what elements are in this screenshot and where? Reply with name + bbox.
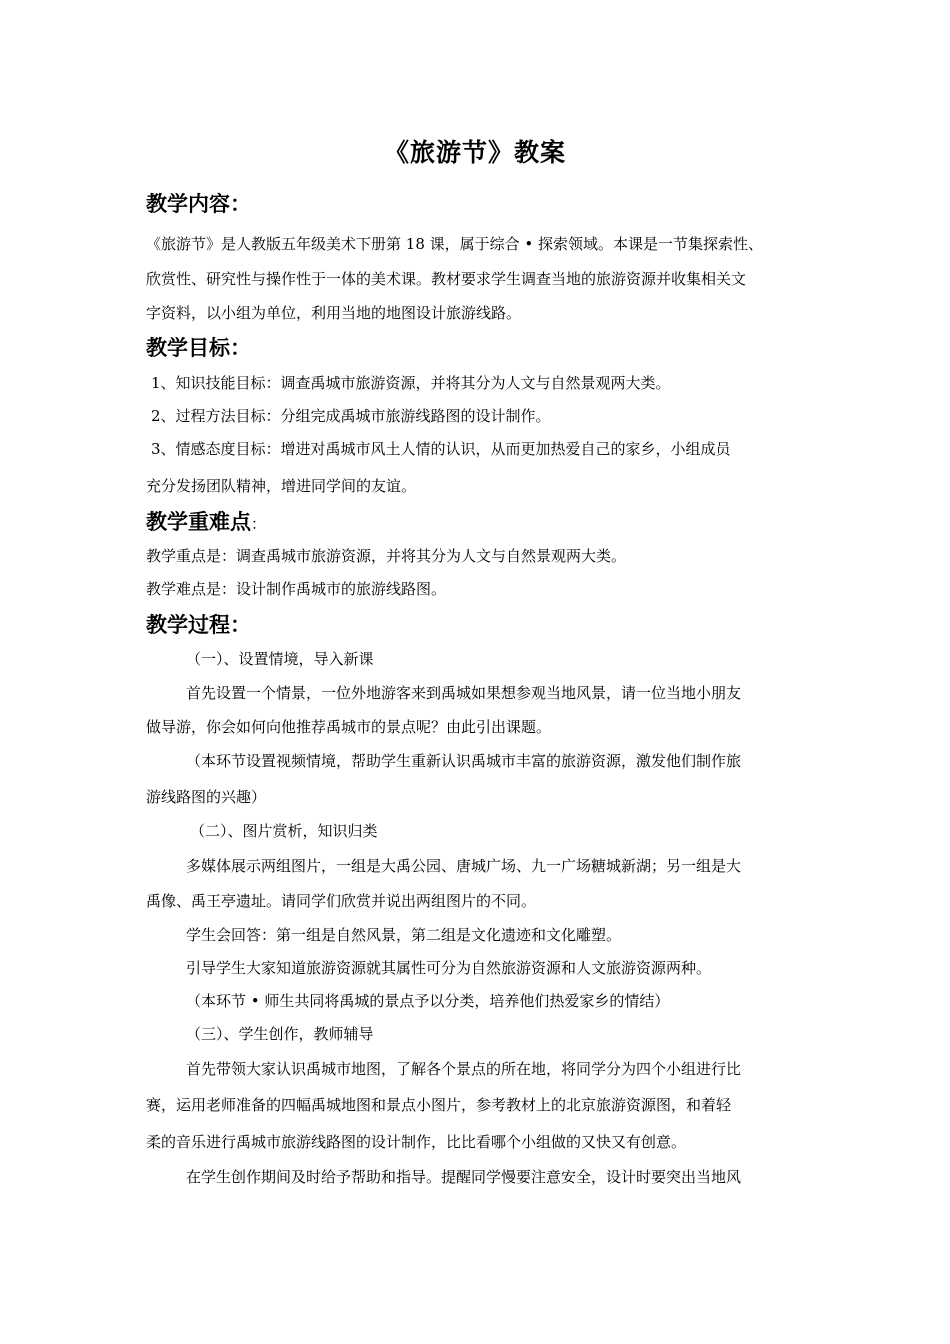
- process-step-title: （二）、图片赏析，知识归类: [190, 822, 378, 840]
- process-paragraph: 做导游，你会如何向他推荐禹城市的景点呢？由此引出课题。: [146, 718, 552, 736]
- content-line: 《旅游节》是人教版五年级美术下册第 18 课，属于综合 • 探索领域。本课是一节集探索性、: [146, 235, 764, 253]
- difficult-point: 教学难点是：设计制作禹城市的旅游线路图。: [146, 580, 447, 598]
- heading-goals: 教学目标：: [146, 335, 251, 360]
- process-paragraph: 柔的音乐进行禹城市旅游线路图的设计制作，比比看哪个小组做的又快又有创意。: [146, 1133, 687, 1151]
- process-paragraph: 在学生创作期间及时给予帮助和指导。提醒同学慢要注意安全，设计时要突出当地风: [186, 1168, 742, 1186]
- process-paragraph: 赛，运用老师准备的四幅禹城地图和景点小图片，参考教材上的北京旅游资源图，和着轻: [146, 1096, 732, 1114]
- document-title: 《旅游节》教案: [383, 138, 566, 167]
- heading-content: 教学内容：: [146, 191, 251, 216]
- heading-process: 教学过程：: [146, 612, 251, 637]
- process-note: （本环节设置视频情境，帮助学生重新认识禹城市丰富的旅游资源，激发他们制作旅: [186, 752, 742, 770]
- process-paragraph: 首先带领大家认识禹城市地图，了解各个景点的所在地，将同学分为四个小组进行比: [186, 1060, 742, 1078]
- goal-item-continued: 充分发扬团队精神，增进同学间的友谊。: [146, 477, 417, 495]
- process-paragraph: 首先设置一个情景，一位外地游客来到禹城如果想参观当地风景，请一位当地小朋友: [186, 684, 742, 702]
- process-paragraph: 多媒体展示两组图片，一组是大禹公园、唐城广场、九一广场糖城新湖；另一组是大: [186, 857, 742, 875]
- process-step-title: （一）、设置情境，导入新课: [186, 650, 374, 668]
- key-point: 教学重点是：调查禹城市旅游资源，并将其分为人文与自然景观两大类。: [146, 547, 627, 565]
- heading-key-points-text: 教学重难点: [146, 509, 251, 534]
- process-paragraph: 学生会回答：第一组是自然风景，第二组是文化遗迹和文化雕塑。: [186, 926, 622, 944]
- process-note: 游线路图的兴趣）: [146, 788, 267, 806]
- heading-key-points-colon: ：: [251, 515, 267, 533]
- content-line: 欣赏性、研究性与操作性于一体的美术课。教材要求学生调查当地的旅游资源并收集相关文: [146, 270, 747, 288]
- process-paragraph: 禹像、禹王亭遗址。请同学们欣赏并说出两组图片的不同。: [146, 892, 537, 910]
- goal-item: 1、知识技能目标：调查禹城市旅游资源，并将其分为人文与自然景观两大类。: [151, 374, 671, 392]
- process-step-title: （三）、学生创作，教师辅导: [186, 1025, 374, 1043]
- heading-key-points: [146, 506, 266, 536]
- goal-item: 2、过程方法目标：分组完成禹城市旅游线路图的设计制作。: [151, 407, 551, 425]
- goal-item: 3、情感态度目标：增进对禹城市风土人情的认识，从而更加热爱自己的家乡，小组成员: [151, 440, 731, 458]
- content-line: 字资料，以小组为单位，利用当地的地图设计旅游线路。: [146, 304, 522, 322]
- process-note: （本环节 • 师生共同将禹城的景点予以分类，培养他们热爱家乡的情结）: [186, 992, 670, 1010]
- process-paragraph: 引导学生大家知道旅游资源就其属性可分为自然旅游资源和人文旅游资源两种。: [186, 959, 712, 977]
